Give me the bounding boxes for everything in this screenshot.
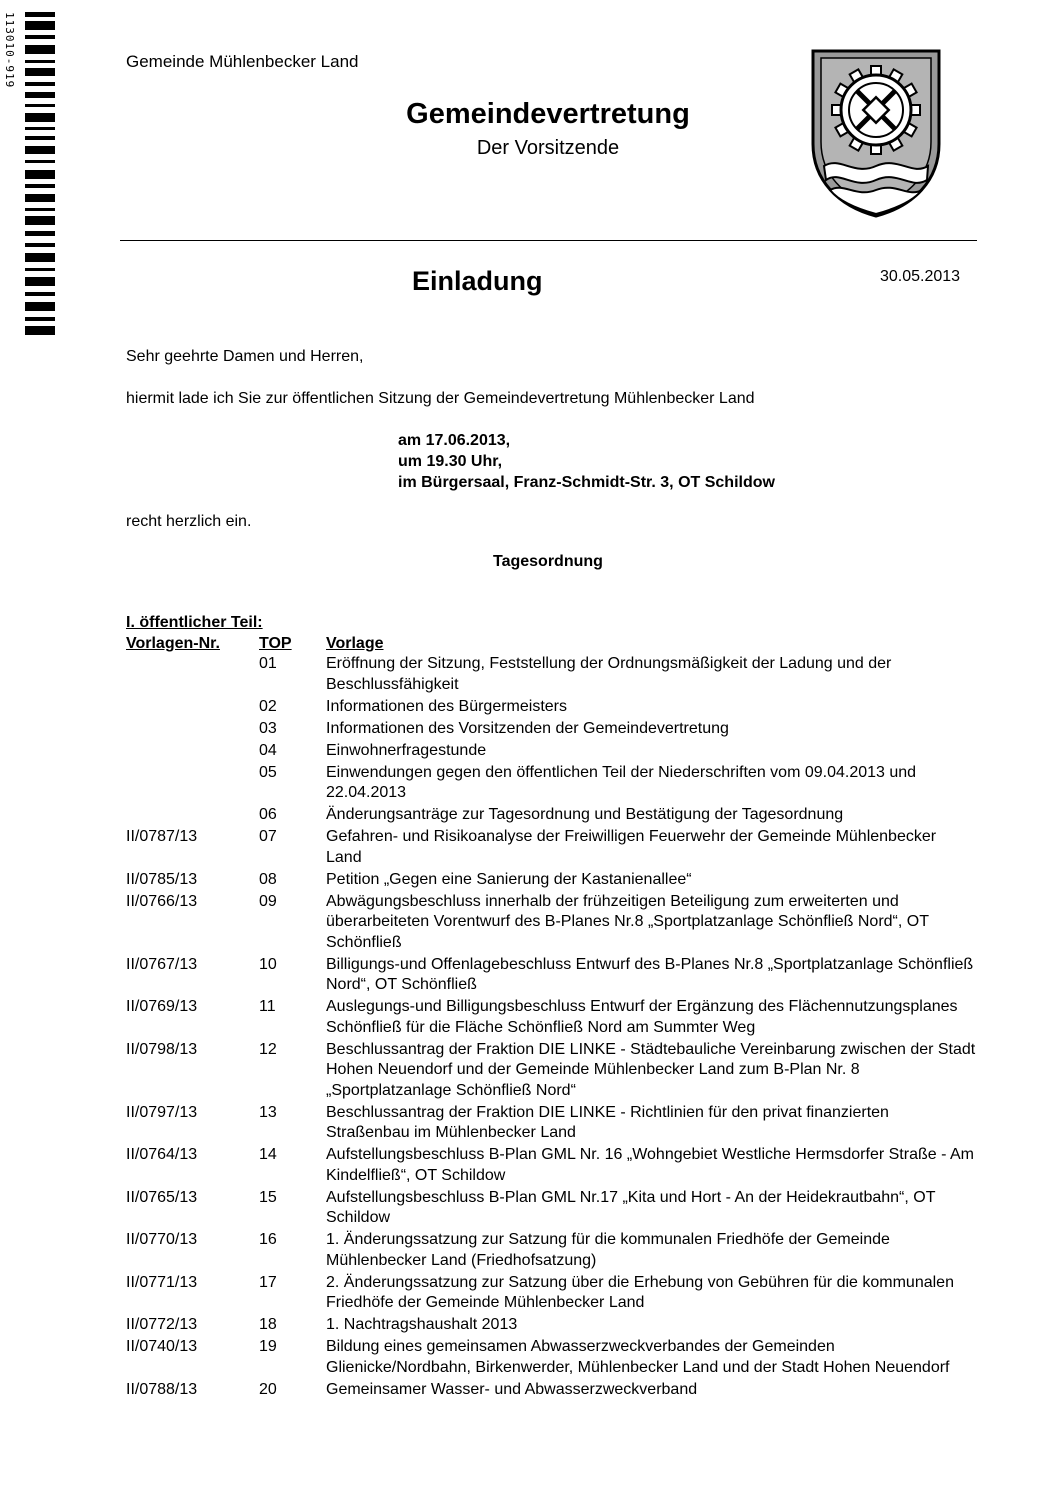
meeting-place: im Bürgersaal, Franz-Schmidt-Str. 3, OT Schildow xyxy=(398,474,775,491)
agenda-ref: II/0769/13 xyxy=(126,998,198,1015)
agenda-ref: II/0764/13 xyxy=(126,1146,198,1163)
agenda-heading: Tagesordnung xyxy=(493,553,603,570)
agenda-top-number: 04 xyxy=(259,741,277,759)
agenda-row xyxy=(126,827,986,868)
agenda-top-number: 09 xyxy=(259,892,277,910)
agenda-item-text: Auslegungs-und Billigungsbeschluss Entwurf der Ergänzung des Flächennutzungsplanes Schönfließ für die Fläche Schönfließ Nord am Summter Weg xyxy=(326,998,958,1036)
document-date: 30.05.2013 xyxy=(880,268,961,285)
agenda-ref: II/0787/13 xyxy=(126,828,198,845)
scan-serial-number: 113010-919 xyxy=(3,12,16,89)
agenda-ref: II/0766/13 xyxy=(126,892,198,910)
header-divider xyxy=(120,240,977,241)
agenda-row xyxy=(126,997,986,1038)
agenda-top-number: 20 xyxy=(259,1380,277,1398)
agenda-ref xyxy=(126,719,259,740)
agenda-ref: II/0772/13 xyxy=(126,1316,198,1333)
agenda-rows xyxy=(126,654,986,1400)
meeting-details xyxy=(398,430,775,493)
agenda-top-number: 16 xyxy=(259,1231,277,1248)
agenda-item-text: 1. Nachtragshaushalt 2013 xyxy=(326,1316,518,1333)
agenda-row xyxy=(126,1380,986,1401)
agenda-top-number: 19 xyxy=(259,1338,277,1355)
agenda-row xyxy=(126,955,986,996)
agenda-top-number: 07 xyxy=(259,828,277,845)
agenda-top-number: 01 xyxy=(259,655,277,672)
agenda-item-text: 2. Änderungssatzung zur Satzung über die Erhebung von Gebühren für die kommunalen Friedhöfe der Gemeinde Mühlenbecker Land xyxy=(326,1273,954,1311)
scan-barcode xyxy=(25,12,55,337)
agenda-ref xyxy=(126,805,259,826)
agenda-item-text: Einwendungen gegen den öffentlichen Teil der Niederschriften vom 09.04.2013 und 22.04.2013 xyxy=(326,763,917,801)
meeting-time: um 19.30 Uhr, xyxy=(398,453,503,470)
agenda-row xyxy=(126,1188,986,1229)
agenda-ref: II/0770/13 xyxy=(126,1231,198,1248)
agenda-ref: II/0785/13 xyxy=(126,870,198,888)
part-heading: I. öffentlicher Teil: xyxy=(126,614,263,631)
agenda-item-text: Billigungs-und Offenlagebeschluss Entwurf des B-Planes Nr.8 „Sportplatzanlage Schönfließ Nord“, OT Schönfließ xyxy=(326,955,974,993)
agenda-row xyxy=(126,1273,986,1314)
salutation: Sehr geehrte Damen und Herren, xyxy=(126,348,364,365)
agenda-top-number: 12 xyxy=(259,1040,277,1058)
municipality-name: Gemeinde Mühlenbecker Land xyxy=(126,52,359,71)
chair-title: Der Vorsitzende xyxy=(476,137,620,159)
agenda-top-number: 10 xyxy=(259,955,277,973)
body-title: Gemeindevertretung xyxy=(406,98,690,130)
agenda-top-number: 06 xyxy=(259,806,277,823)
agenda-row xyxy=(126,1230,986,1271)
agenda-item-text: Aufstellungsbeschluss B-Plan GML Nr.17 „Kita und Hort - An der Heidekrautbahn“, OT Schildow xyxy=(326,1188,936,1226)
agenda-item-text: Abwägungsbeschluss innerhalb der frühzeitigen Beteiligung zum erweiterten und überarbeiteten Vorentwurf des B-Planes Nr.8 „Sportplatzanlage Schönfließ Nord“, OT Schönfließ xyxy=(326,892,929,951)
column-header-item: Vorlage xyxy=(326,635,384,652)
agenda-row xyxy=(126,1337,986,1378)
agenda-top-number: 13 xyxy=(259,1103,277,1121)
agenda-ref xyxy=(126,654,259,695)
agenda-ref xyxy=(126,697,259,718)
agenda-table xyxy=(126,634,986,1402)
document-title: Einladung xyxy=(412,266,543,296)
agenda-top-number: 17 xyxy=(259,1273,277,1291)
agenda-row xyxy=(126,763,986,804)
agenda-item-text: 1. Änderungssatzung zur Satzung für die kommunalen Friedhöfe der Gemeinde Mühlenbecker Land (Friedhofsatzung) xyxy=(326,1231,890,1269)
agenda-top-number: 18 xyxy=(259,1316,277,1333)
meeting-date: am 17.06.2013, xyxy=(398,432,511,449)
agenda-item-text: Änderungsanträge zur Tagesordnung und Bestätigung der Tagesordnung xyxy=(326,806,844,823)
agenda-item-text: Petition „Gegen eine Sanierung der Kastanienallee“ xyxy=(326,870,692,888)
agenda-row xyxy=(126,697,986,718)
agenda-top-number: 02 xyxy=(259,697,277,715)
intro-text: hiermit lade ich Sie zur öffentlichen Sitzung der Gemeindevertretung Mühlenbecker Land xyxy=(126,390,755,407)
agenda-item-text: Beschlussantrag der Fraktion DIE LINKE - Richtlinien für den privat finanzierten Straßenbau im Mühlenbecker Land xyxy=(326,1103,889,1141)
agenda-top-number: 05 xyxy=(259,763,277,781)
column-header-top: TOP xyxy=(259,635,292,652)
agenda-top-number: 15 xyxy=(259,1188,277,1206)
coat-of-arms-logo xyxy=(810,48,942,218)
agenda-row xyxy=(126,1145,986,1186)
agenda-item-text: Aufstellungsbeschluss B-Plan GML Nr. 16 „Wohngebiet Westliche Hermsdorfer Straße - Am Kindelfließ“, OT Schildow xyxy=(326,1146,974,1184)
agenda-ref: II/0740/13 xyxy=(126,1338,198,1355)
agenda-item-text: Gemeinsamer Wasser- und Abwasserzweckverband xyxy=(326,1380,698,1398)
agenda-row xyxy=(126,741,986,762)
agenda-row xyxy=(126,1315,986,1336)
agenda-item-text: Informationen des Bürgermeisters xyxy=(326,697,567,715)
agenda-item-text: Bildung eines gemeinsamen Abwasserzweckverbandes der Gemeinden Glienicke/Nordbahn, Birkenwerder, Mühlenbecker Land und der Stadt Hohen Neuendorf xyxy=(326,1338,950,1376)
agenda-item-text: Beschlussantrag der Fraktion DIE LINKE - Städtebauliche Vereinbarung zwischen der Stadt Hohen Neuendorf und der Gemeinde Mühlenbecker Land zum B-Plan Nr. 8 „Sportplatzanlage Schönfließ Nord“ xyxy=(326,1040,976,1099)
agenda-ref: II/0788/13 xyxy=(126,1380,198,1398)
agenda-row xyxy=(126,1040,986,1102)
agenda-ref: II/0767/13 xyxy=(126,955,198,973)
agenda-item-text: Eröffnung der Sitzung, Feststellung der Ordnungsmäßigkeit der Ladung und der Beschlussfähigkeit xyxy=(326,655,892,693)
agenda-top-number: 14 xyxy=(259,1146,277,1163)
agenda-item-text: Informationen des Vorsitzenden der Gemeindevertretung xyxy=(326,719,729,737)
agenda-ref: II/0797/13 xyxy=(126,1103,198,1121)
agenda-row xyxy=(126,719,986,740)
agenda-ref xyxy=(126,763,259,804)
agenda-ref xyxy=(126,741,259,762)
agenda-row xyxy=(126,1103,986,1144)
agenda-ref: II/0771/13 xyxy=(126,1273,198,1291)
agenda-ref: II/0798/13 xyxy=(126,1040,198,1058)
agenda-row xyxy=(126,892,986,954)
agenda-top-number: 11 xyxy=(259,998,276,1015)
agenda-item-text: Gefahren- und Risikoanalyse der Freiwilligen Feuerwehr der Gemeinde Mühlenbecker Land xyxy=(326,828,937,866)
agenda-row xyxy=(126,654,986,695)
column-header-ref: Vorlagen-Nr. xyxy=(126,635,220,652)
agenda-header-row xyxy=(126,634,986,654)
agenda-top-number: 03 xyxy=(259,719,277,737)
agenda-item-text: Einwohnerfragestunde xyxy=(326,741,487,759)
agenda-ref: II/0765/13 xyxy=(126,1188,198,1206)
agenda-top-number: 08 xyxy=(259,870,277,888)
agenda-row xyxy=(126,805,986,826)
agenda-row xyxy=(126,870,986,891)
closing-text: recht herzlich ein. xyxy=(126,513,252,530)
